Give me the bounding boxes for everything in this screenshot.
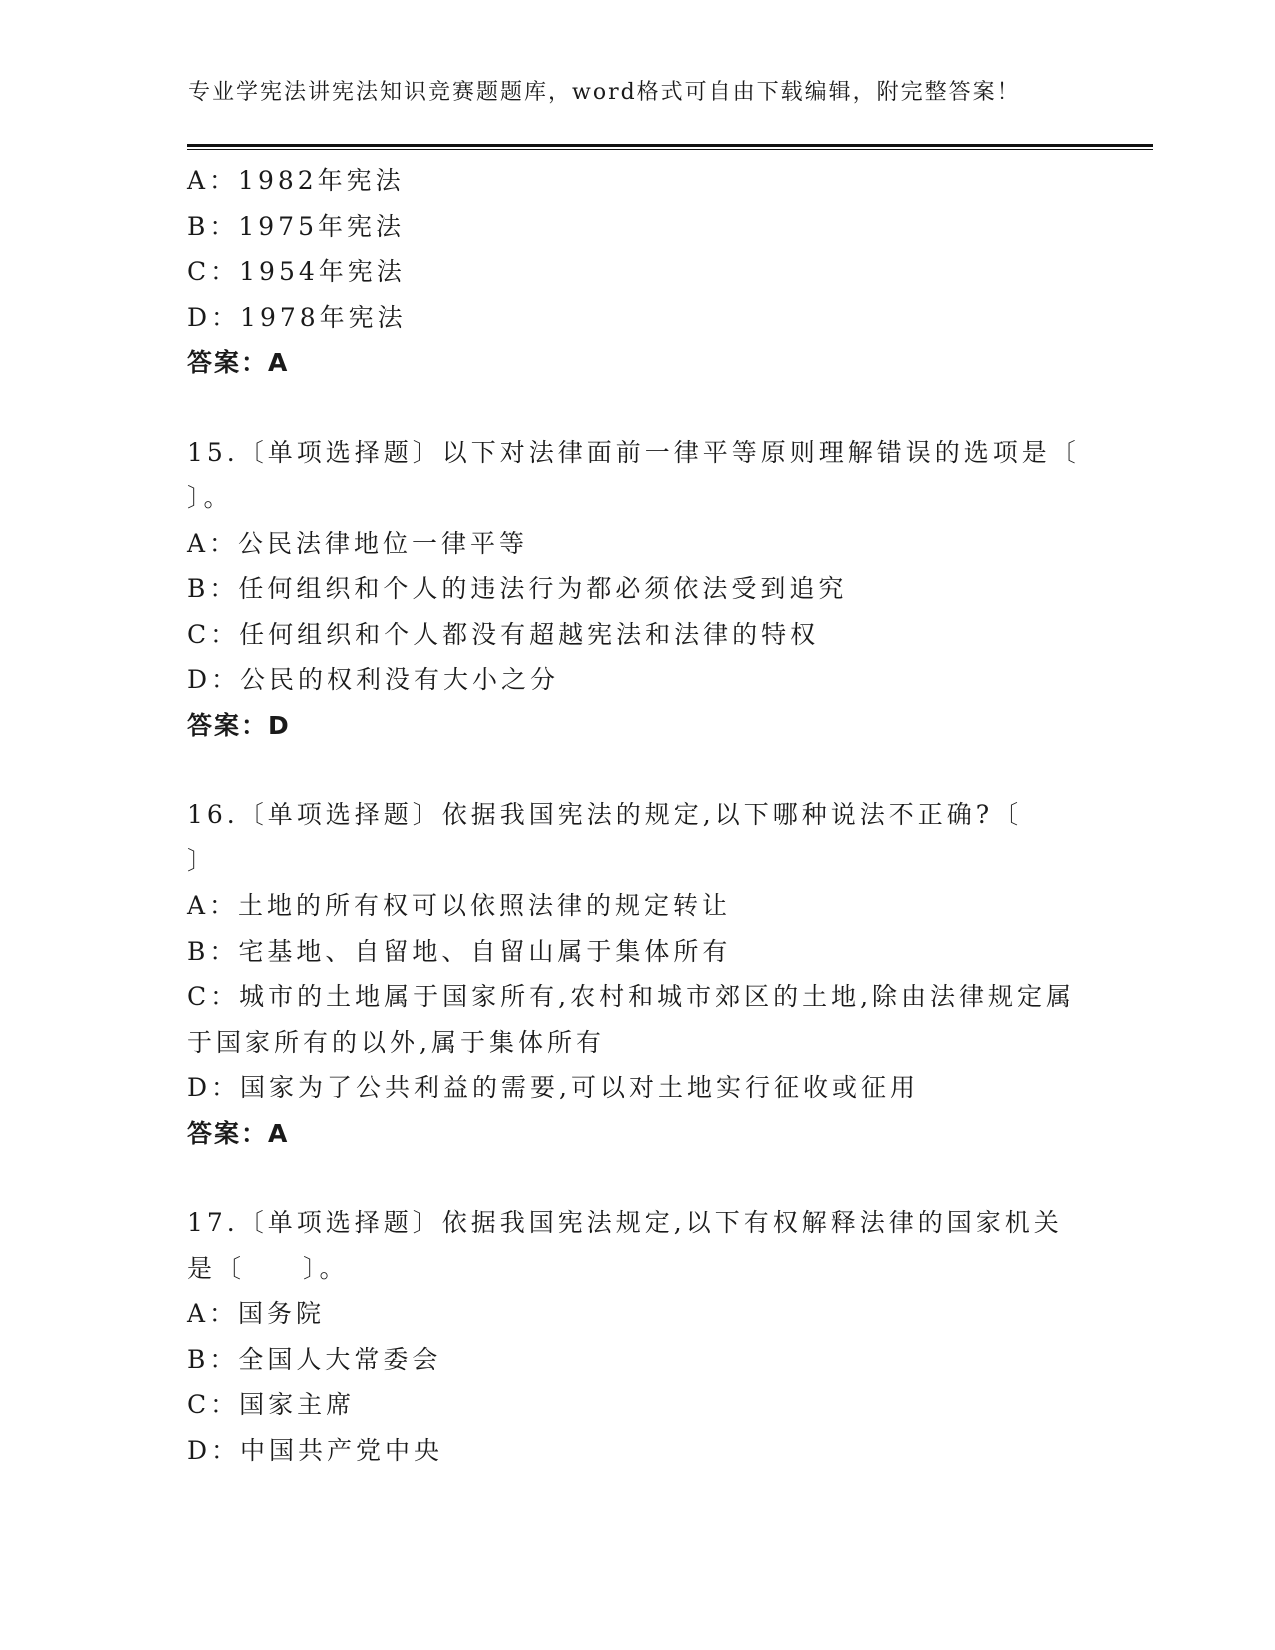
q16-option-c-cont: 于国家所有的以外,属于集体所有	[187, 1027, 605, 1057]
q15-option-b: B：任何组织和个人的违法行为都必须依法受到追究	[187, 574, 848, 603]
q16-option-a: A：土地的所有权可以依照法律的规定转让	[187, 891, 732, 920]
page-header: 专业学宪法讲宪法知识竞赛题题库，word格式可自由下载编辑，附完整答案！	[188, 80, 1021, 105]
question-17-stem-cont: 是〔 〕。	[187, 1253, 349, 1283]
question-16-stem: 16.〔单项选择题〕依据我国宪法的规定,以下哪种说法不正确?〔	[187, 800, 1023, 829]
q16-option-b: B：宅基地、自留地、自留山属于集体所有	[187, 936, 732, 966]
question-15-stem: 15.〔单项选择题〕以下对法律面前一律平等原则理解错误的选项是〔	[187, 437, 1080, 467]
header-rule-thin	[187, 149, 1153, 150]
q17-option-c: C：国家主席	[187, 1390, 356, 1419]
question-17-stem: 17.〔单项选择题〕依据我国宪法规定,以下有权解释法律的国家机关	[187, 1208, 1063, 1237]
q15-option-d: D：公民的权利没有大小之分	[187, 665, 560, 694]
q15-option-a: A：公民法律地位一律平等	[187, 528, 529, 558]
answer-line: 答案：A	[187, 348, 290, 377]
question-15-stem-cont: 〕。	[187, 483, 233, 512]
question-16-stem-cont: 〕	[187, 845, 217, 875]
option-a: A：1982年宪法	[187, 166, 405, 195]
option-b: B：1975年宪法	[187, 211, 405, 241]
q15-answer: 答案：D	[187, 710, 291, 740]
q16-option-c: C：城市的土地属于国家所有,农村和城市郊区的土地,除由法律规定属	[187, 982, 1076, 1011]
q16-option-d: D：国家为了公共利益的需要,可以对土地实行征收或征用	[187, 1073, 919, 1102]
q15-option-c: C：任何组织和个人都没有超越宪法和法律的特权	[187, 619, 820, 649]
header-rule-thick	[187, 144, 1153, 147]
q17-option-a: A：国务院	[187, 1299, 326, 1328]
option-c: C：1954年宪法	[187, 257, 406, 286]
document-body	[187, 158, 1087, 1473]
q17-option-b: B：全国人大常委会	[187, 1344, 442, 1374]
q16-answer: 答案：A	[187, 1118, 290, 1148]
option-d: D：1978年宪法	[187, 302, 407, 332]
q17-option-d: D：中国共产党中央	[187, 1435, 444, 1465]
